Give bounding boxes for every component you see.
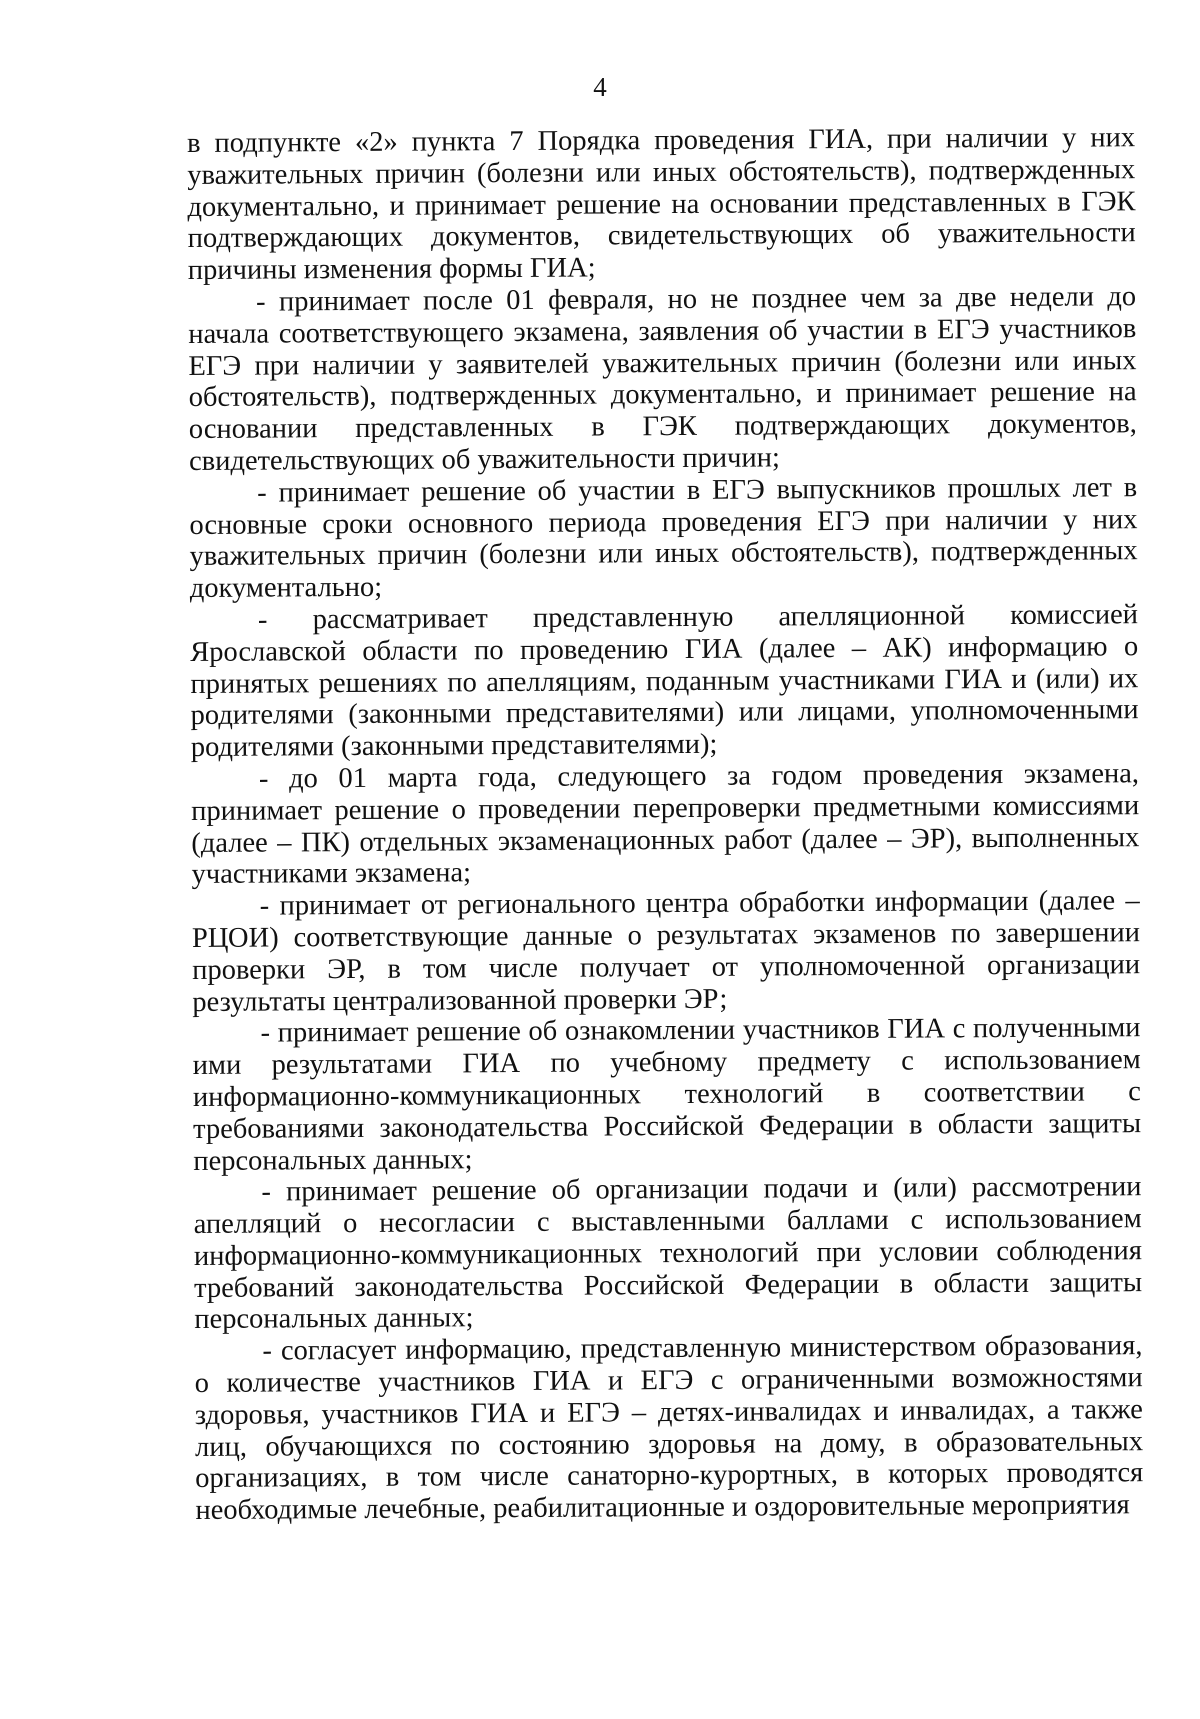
paragraph: - принимает от регионального центра обработки информации (далее – РЦОИ) соответствующие данные о результатах экзаменов по завершении проверки ЭР, в том числе получает от уполномоченной организации результаты централизованной проверки ЭР; xyxy=(191,885,1141,1018)
paragraph: - принимает решение об ознакомлении участников ГИА с полученными ими результатами ГИА по учебному предмету с использованием информационно-коммуникационных технологий в соответствии с требованиями законодательства Российской Федерации в области защиты персональных данных; xyxy=(192,1012,1142,1177)
paragraph: - принимает после 01 февраля, но не позднее чем за две недели до начала соответствующего экзамена, заявления об участии в ЕГЭ участников ЕГЭ при наличии у заявителей уважительных причин (болезни или иных обстоятельств), подтвержденных документально, и принимает решение на основании представленных в ГЭК подтверждающих документов, свидетельствующих об уважительности причин; xyxy=(188,281,1137,477)
paragraph: - принимает решение об организации подачи и (или) рассмотрении апелляций о несогласии с выставленными баллами с использованием информационно-коммуникационных технологий при условии соблюдения требований законодательства Российской Федерации в области защиты персональных данных; xyxy=(193,1171,1143,1336)
page-number: 4 xyxy=(593,72,607,102)
paragraph: - согласует информацию, представленную министерством образования, о количестве участников ГИА и ЕГЭ с ограниченными возможностями здоровья, участников ГИА и ЕГЭ – детях-инвалидах и инвалидах, а также лиц, обучающихся по состоянию здоровья на дому, в образовательных организациях, в том числе санаторно-курортных, в которых проводятся необходимые лечебные, реабилитационные и оздоровительные мероприятия xyxy=(194,1330,1144,1527)
paragraph: - принимает решение об участии в ЕГЭ выпускников прошлых лет в основные сроки основного периода проведения ЕГЭ при наличии у них уважительных причин (болезни или иных обстоятельств), подтвержденных документально; xyxy=(189,471,1138,605)
paragraph: в подпункте «2» пункта 7 Порядка проведения ГИА, при наличии у них уважительных причин (болезни или иных обстоятельств), подтвержденных документально, и принимает решение на основании представленных в ГЭК подтверждающих документов, свидетельствующих об уважительности причины изменения формы ГИА; xyxy=(187,122,1136,287)
paragraph: - до 01 марта года, следующего за годом проведения экзамена, принимает решение о проведении перепроверки предметными комиссиями (далее – ПК) отдельных экзаменационных работ (далее – ЭР), выполненных участниками экзамена; xyxy=(191,758,1140,891)
paragraph: - рассматривает представленную апелляционной комиссией Ярославской области по проведению ГИА (далее – АК) информацию о принятых решениях по апелляциям, поданным участниками ГИА и (или) их родителями (законными представителями) или лицами, уполномоченными родителями (законными представителями); xyxy=(190,599,1139,764)
document-body xyxy=(187,122,1144,1527)
